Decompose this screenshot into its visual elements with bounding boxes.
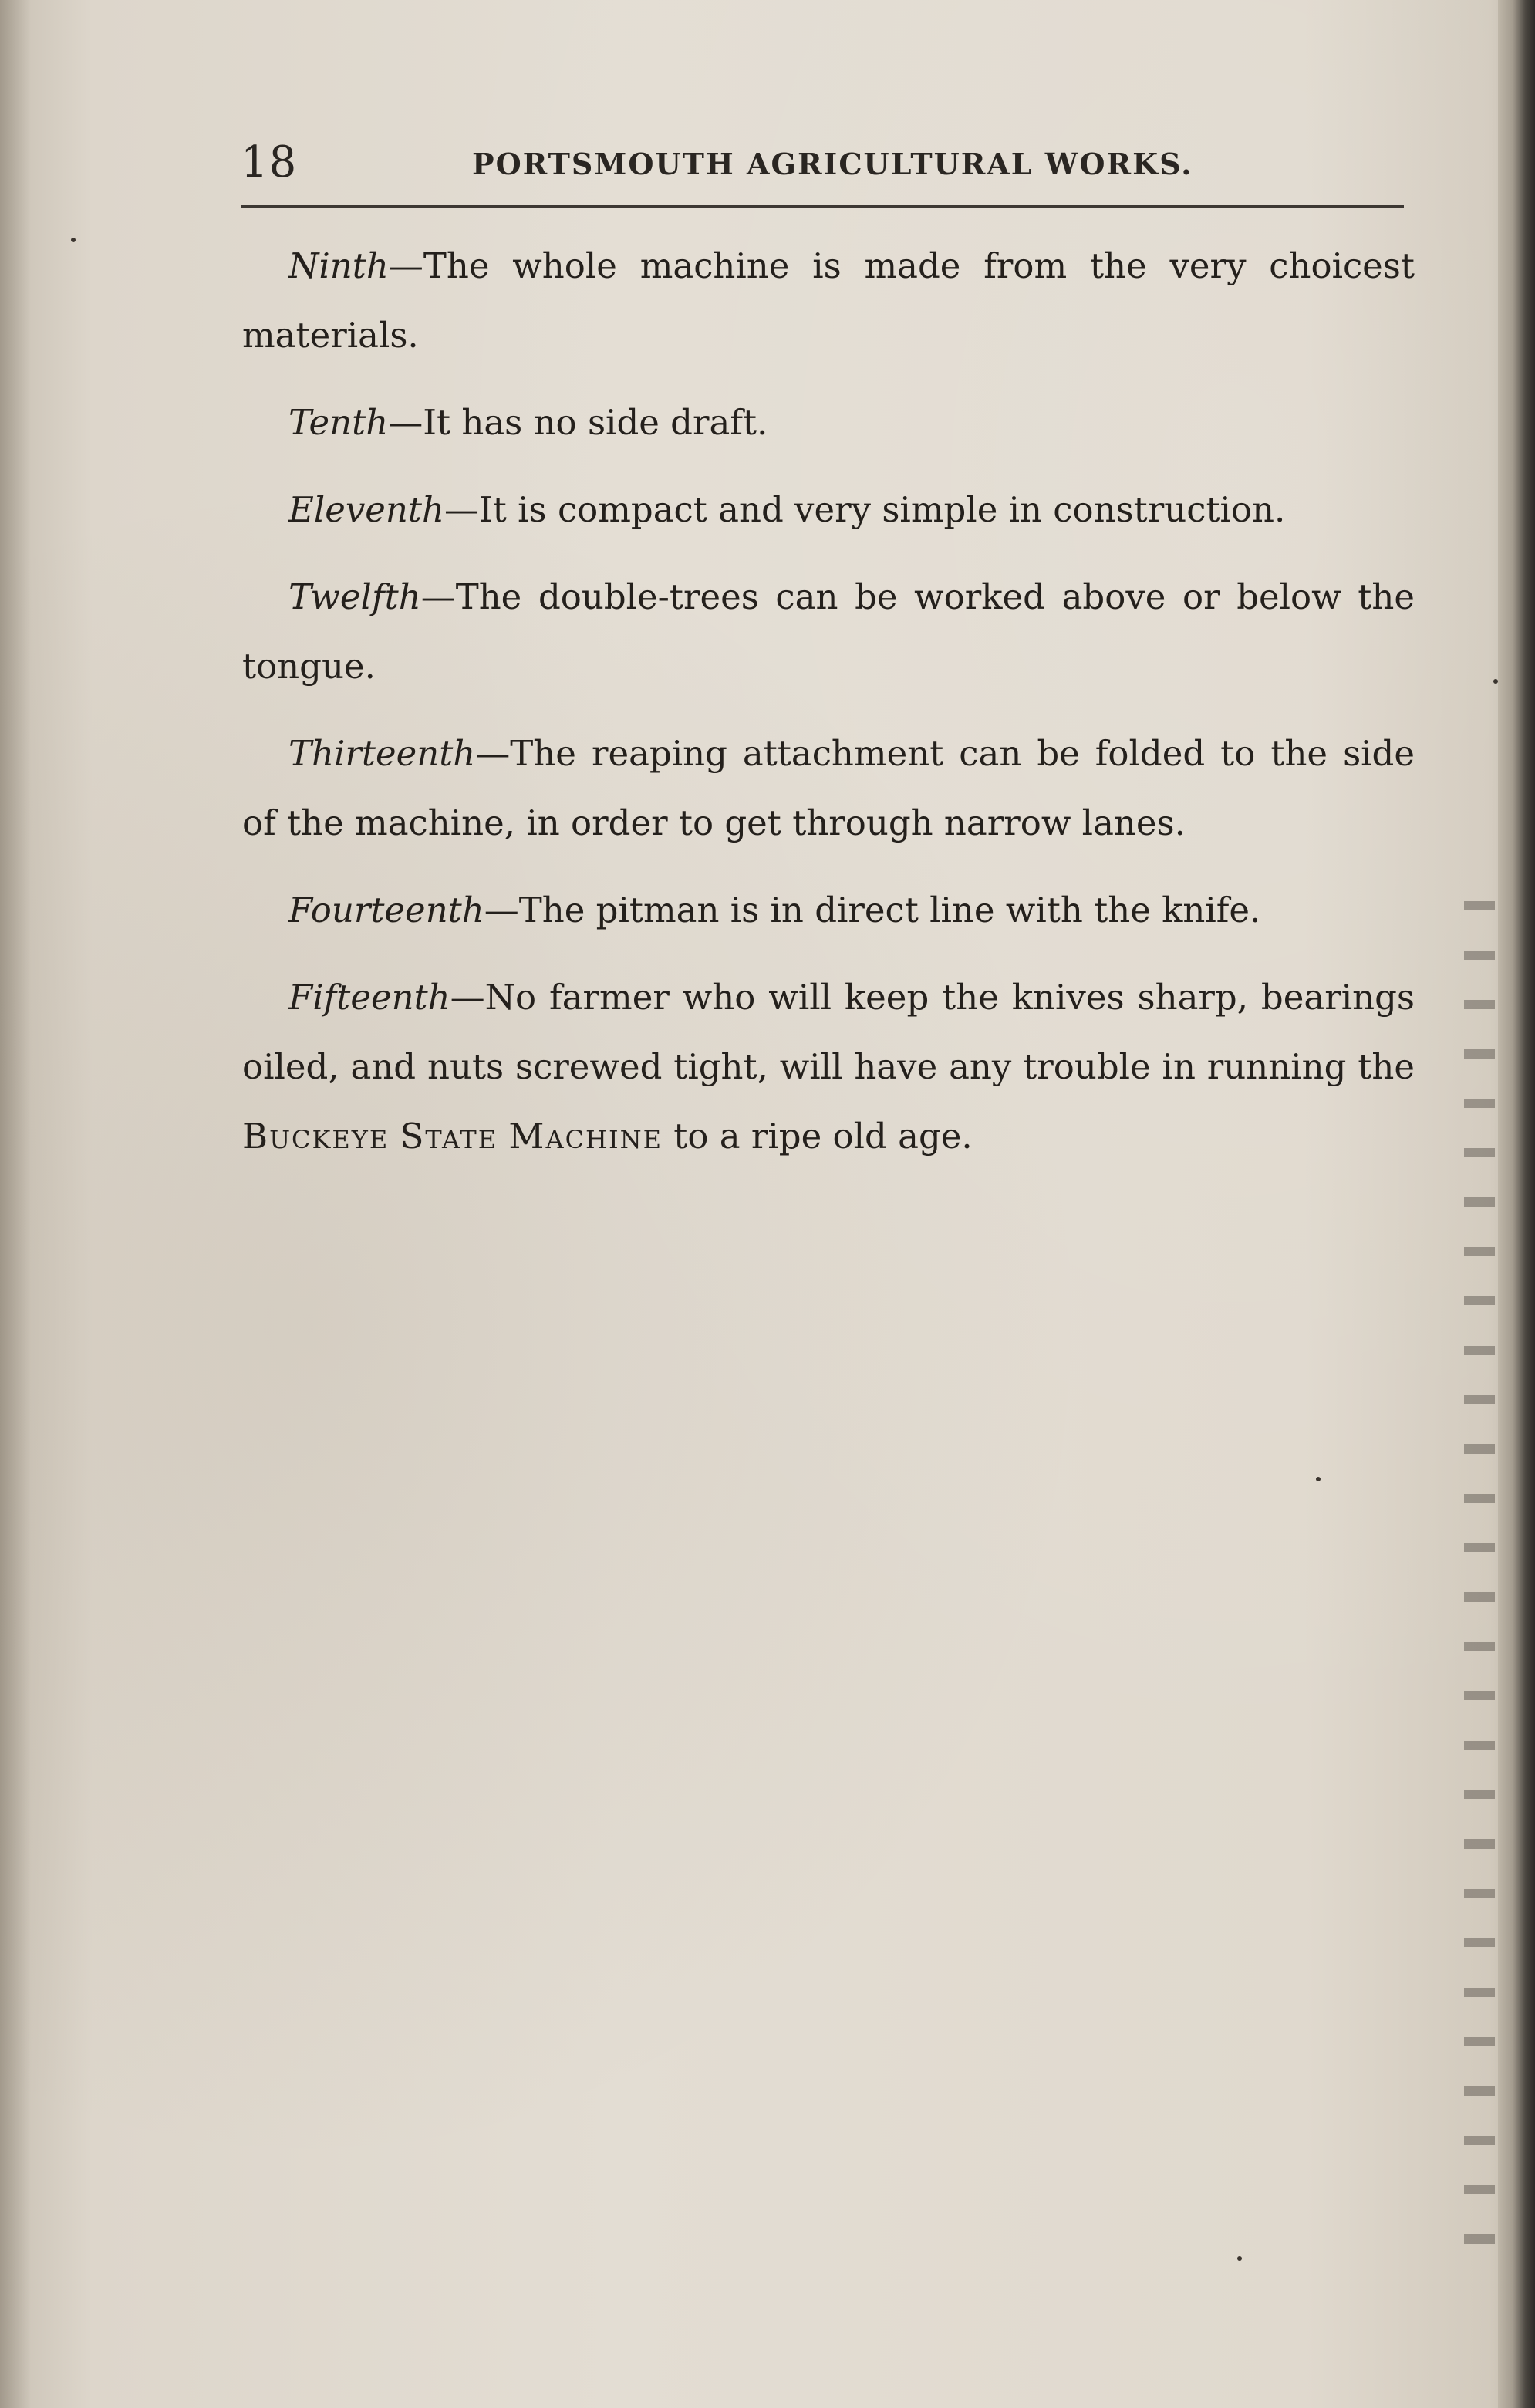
body-text [242,231,1415,1189]
paragraph-text: —The whole machine is made from the very choicest materials. [242,245,1415,356]
paragraph-text: —The reaping attachment can be folded to the side of the machine, in order to get through narrow lanes. [242,733,1415,843]
paragraph-text: —The pitman is in direct line with the knife. [484,890,1261,930]
paper-speck [71,238,76,242]
lead-word: Fourteenth [288,890,484,930]
paragraph-ninth [242,231,1415,370]
lead-word: Tenth [288,402,389,443]
header-rule [241,205,1404,208]
paper-speck [1237,2256,1242,2261]
paragraph-tail: to a ripe old age. [662,1116,973,1157]
paper-speck [1316,1477,1321,1481]
paragraph-fourteenth [242,876,1415,945]
lead-word: Fifteenth [288,977,450,1018]
facing-page-bleed [1464,880,1495,2268]
paragraph-text: —The double-trees can be worked above or below the tongue. [242,576,1415,687]
lead-word: Eleventh [288,489,444,530]
lead-word: Thirteenth [288,733,476,774]
machine-name-machine: Machine [508,1116,663,1157]
binding-edge [1498,0,1535,2408]
machine-name-state: State [400,1116,498,1157]
running-head: PORTSMOUTH AGRICULTURAL WORKS. [472,147,1193,181]
paragraph-tenth [242,388,1415,458]
paragraph-thirteenth [242,719,1415,858]
page-number: 18 [241,137,298,187]
paragraph-eleventh [242,475,1415,545]
paragraph-twelfth [242,562,1415,701]
machine-name-buckeye: Buckeye [242,1116,390,1157]
paragraph-text: —It has no side draft. [388,402,768,443]
lead-word: Twelfth [288,576,421,617]
page-header [241,137,1405,187]
paragraph-text: —It is compact and very simple in construction. [444,489,1286,530]
lead-word: Ninth [288,245,389,286]
paragraph-fifteenth [242,963,1415,1171]
paragraph-text: —No farmer who will keep the knives sharp, bearings oiled, and nuts screwed tight, will have any trouble in running the [242,977,1415,1087]
